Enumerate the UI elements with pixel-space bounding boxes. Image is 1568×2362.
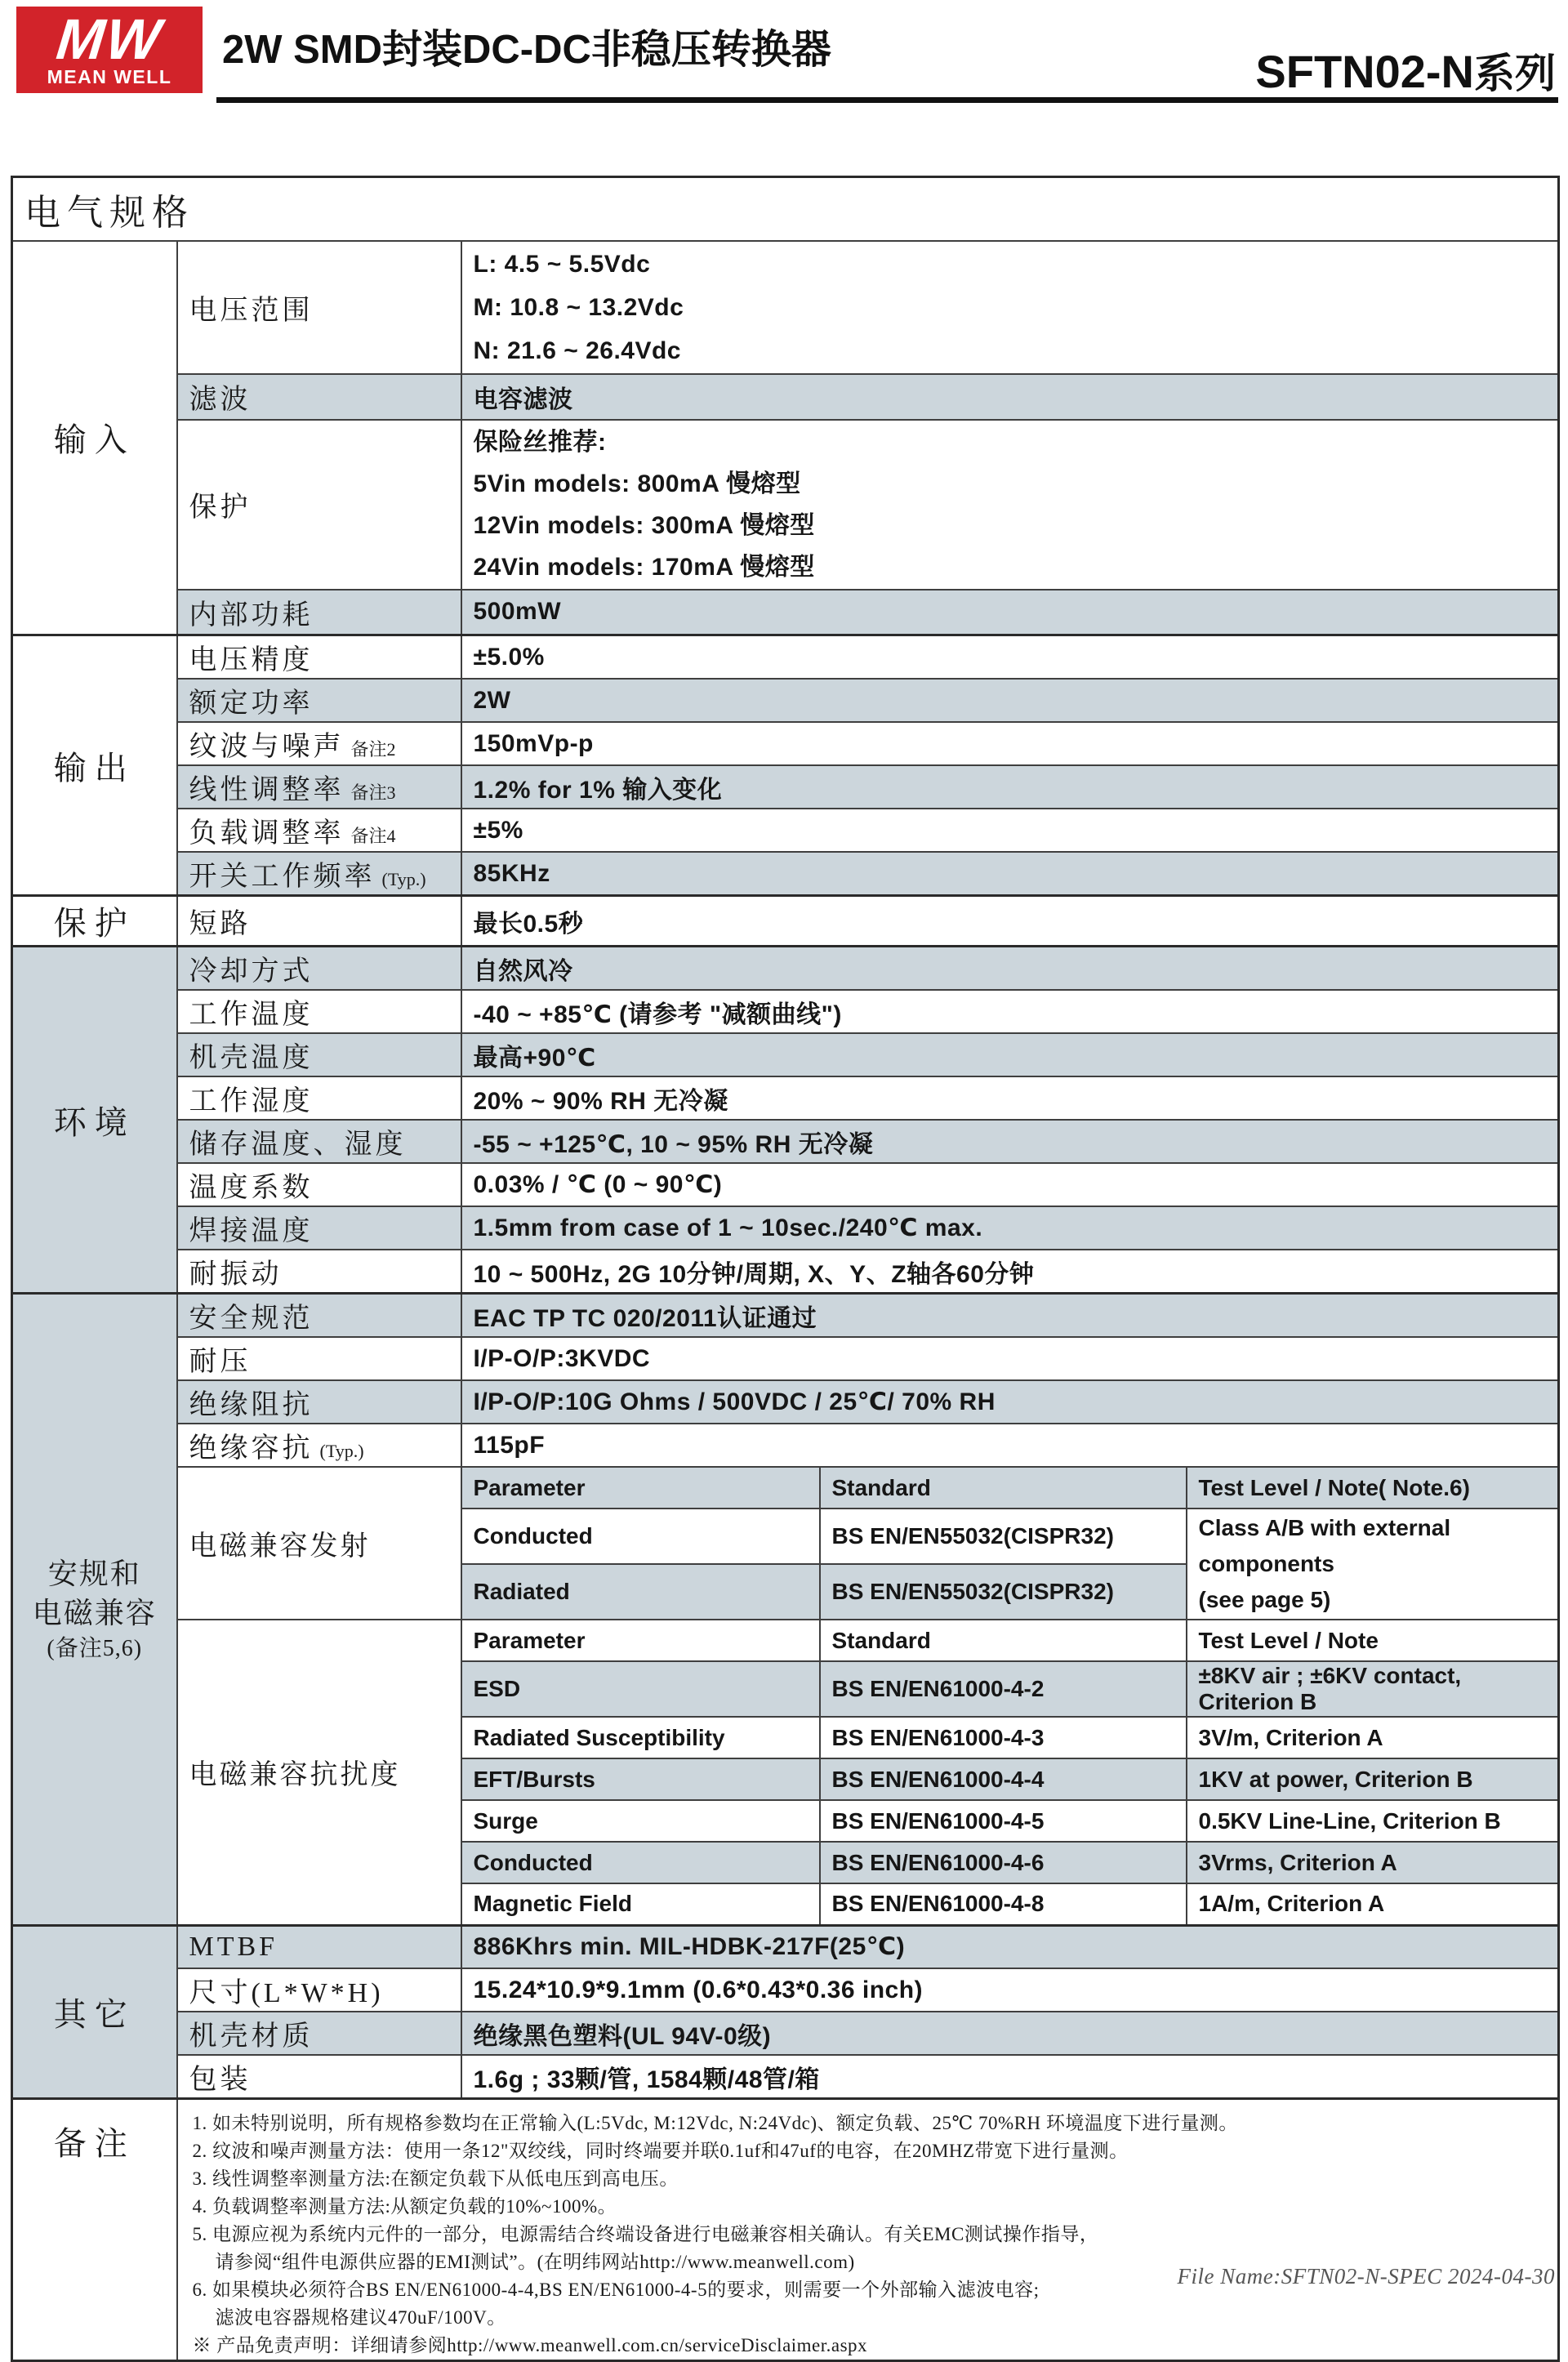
section-label-output: 输出 [12,635,177,896]
note-line: 滤波电容器规格建议470uF/100V。 [215,2307,506,2328]
immunity-standard: BS EN/EN61000-4-4 [820,1758,1187,1800]
value-ripple-noise: 150mVp-p [461,722,1559,765]
emc-emission-header-row [12,1467,1559,1509]
param-working-humidity: 工作湿度 [177,1076,461,1120]
immunity-standard: BS EN/EN61000-4-2 [820,1661,1187,1717]
notes-content [177,2099,1559,2361]
note-disclaimer-line: ※ 产品免责声明：详细请参阅http://www.meanwell.com.cn/serviceDisclaimer.aspx [192,2335,868,2355]
emc-emission-label: 电磁兼容发射 [177,1467,461,1620]
immunity-testlevel: 3Vrms, Criterion A [1187,1842,1559,1883]
emission-parameter: Conducted [461,1509,820,1564]
table-row [12,1380,1559,1424]
emc-immunity-header-row [12,1620,1559,1661]
immunity-testlevel: 3V/m, Criterion A [1187,1717,1559,1758]
value-withstand-voltage: I/P-O/P:3KVDC [461,1337,1559,1380]
note-ref: 备注4 [350,826,396,846]
value-rated-power: 2W [461,679,1559,722]
value-working-temp: -40 ~ +85℃ (请参考 "减额曲线") [461,990,1559,1033]
value-packing: 1.6g ; 33颗/管, 1584颗/48管/箱 [461,2055,1559,2099]
table-row [12,2012,1559,2055]
table-row [12,241,1559,374]
table-title-row [12,177,1559,241]
table-row [12,1968,1559,2012]
table-row [12,765,1559,809]
table-row [12,947,1559,991]
immunity-standard: BS EN/EN61000-4-3 [820,1717,1187,1758]
typ-suffix: (Typ.) [381,869,426,889]
emission-parameter: Radiated [461,1564,820,1620]
value-load-regulation: ±5% [461,809,1559,852]
value-temp-coefficient: 0.03% / ℃ (0 ~ 90℃) [461,1163,1559,1206]
param-dimension: 尺寸(L*W*H) [177,1968,461,2012]
note-line: 1. 如未特别说明，所有规格参数均在正常输入(L:5Vdc, M:12Vdc, N:24Vdc)、额定负载、25℃ 70%RH 环境温度下进行量测。 [192,2113,1238,2133]
table-row [12,1424,1559,1467]
value-internal-power: 500mW [461,590,1559,635]
emission-standard: BS EN/EN55032(CISPR32) [820,1509,1187,1564]
immunity-standard: BS EN/EN61000-4-5 [820,1800,1187,1842]
param-internal-power: 内部功耗 [177,590,461,635]
note-ref: 备注2 [350,739,396,760]
table-row [12,1337,1559,1380]
table-row [12,809,1559,852]
param-storage: 储存温度、湿度 [177,1120,461,1163]
immunity-testlevel: ±8KV air ; ±6KV contact, Criterion B [1187,1661,1559,1717]
value-input-protection: 保险丝推荐: 5Vin models: 800mA 慢熔型 12Vin models: 300mA 慢熔型 24Vin models: 170mA 慢熔型 [461,420,1559,590]
value-filter: 电容滤波 [461,374,1559,420]
value-voltage-range: L: 4.5 ~ 5.5Vdc M: 10.8 ~ 13.2Vdc N: 21.6 ~ 26.4Vdc [461,241,1559,374]
table-row [12,1925,1559,1968]
note-line: 6. 如果模块必须符合BS EN/EN61000-4-4,BS EN/EN61000-4-5的要求，则需要一个外部输入滤波电容; [192,2280,1040,2300]
series-code: SFTN02-N [1255,46,1474,97]
notes-row [12,2099,1559,2361]
table-row [12,896,1559,947]
section-label-environment: 环境 [12,947,177,1294]
footer-file-name: File Name:SFTN02-N-SPEC 2024-04-30 [1177,2264,1555,2288]
table-row [12,1250,1559,1294]
immunity-parameter: Radiated Susceptibility [461,1717,820,1758]
series-suffix: 系列 [1474,51,1556,96]
header-divider [216,97,1558,103]
immunity-testlevel: 0.5KV Line-Line, Criterion B [1187,1800,1559,1842]
param-temp-coefficient: 温度系数 [177,1163,461,1206]
table-row [12,1294,1559,1338]
param-voltage-accuracy: 电压精度 [177,635,461,680]
param-mtbf: MTBF [177,1925,461,1968]
param-working-temp: 工作温度 [177,990,461,1033]
value-short-circuit: 最长0.5秒 [461,896,1559,947]
table-row [12,722,1559,765]
immunity-header-standard: Standard [820,1620,1187,1661]
immunity-testlevel: 1A/m, Criterion A [1187,1883,1559,1925]
value-working-humidity: 20% ~ 90% RH 无冷凝 [461,1076,1559,1120]
param-soldering-temp: 焊接温度 [177,1206,461,1250]
table-row [12,1033,1559,1076]
param-cooling: 冷却方式 [177,947,461,991]
section-label-input: 输入 [12,241,177,635]
immunity-parameter: Conducted [461,1842,820,1883]
typ-suffix: (Typ.) [319,1441,364,1461]
value-storage: -55 ~ +125℃, 10 ~ 95% RH 无冷凝 [461,1120,1559,1163]
param-case-material: 机壳材质 [177,2012,461,2055]
table-row [12,679,1559,722]
section-label-note: 备注 [12,2099,177,2361]
table-row [12,852,1559,896]
meanwell-logo [16,7,203,93]
value-vibration: 10 ~ 500Hz, 2G 10分钟/周期, X、Y、Z轴各60分钟 [461,1250,1559,1294]
table-row [12,1120,1559,1163]
logo-brand-text: MEAN WELL [47,66,172,87]
immunity-parameter: Magnetic Field [461,1883,820,1925]
table-row [12,635,1559,680]
immunity-header-testlevel: Test Level / Note [1187,1620,1559,1661]
immunity-standard: BS EN/EN61000-4-8 [820,1883,1187,1925]
param-line-regulation: 线性调整率 备注3 [177,765,461,809]
immunity-standard: BS EN/EN61000-4-6 [820,1842,1187,1883]
param-safety-standard: 安全规范 [177,1294,461,1338]
document-title: 2W SMD封装DC-DC非稳压转换器 [222,28,831,72]
param-short-circuit: 短路 [177,896,461,947]
series-title [1255,41,1556,100]
logo-mw-glyph: MW [53,7,166,71]
immunity-header-parameter: Parameter [461,1620,820,1661]
param-isolation-capacitance: 绝缘容抗 (Typ.) [177,1424,461,1467]
section-label-safety-emc: 安规和 电磁兼容 (备注5,6) [12,1294,177,1926]
value-line-regulation: 1.2% for 1% 输入变化 [461,765,1559,809]
note-line: 5. 电源应视为系统内元件的一部分，电源需结合终端设备进行电磁兼容相关确认。有关EMC测试操作指导， [192,2224,1099,2244]
value-dimension: 15.24*10.9*9.1mm (0.6*0.43*0.36 inch) [461,1968,1559,2012]
value-cooling: 自然风冷 [461,947,1559,991]
emission-header-parameter: Parameter [461,1467,820,1509]
param-case-temp: 机壳温度 [177,1033,461,1076]
note-line: 2. 纹波和噪声测量方法：使用一条12"双绞线，同时终端要并联0.1uf和47uf的电容，在20MHZ带宽下进行量测。 [192,2141,1129,2161]
emission-header-standard: Standard [820,1467,1187,1509]
value-soldering-temp: 1.5mm from case of 1 ~ 10sec./240℃ max. [461,1206,1559,1250]
table-title: 电气规格 [12,177,1559,241]
table-row [12,2055,1559,2099]
immunity-testlevel: 1KV at power, Criterion B [1187,1758,1559,1800]
value-isolation-resistance: I/P-O/P:10G Ohms / 500VDC / 25℃/ 70% RH [461,1380,1559,1424]
note-line: 3. 线性调整率测量方法:在额定负载下从低电压到高电压。 [192,2168,679,2189]
value-mtbf: 886Khrs min. MIL-HDBK-217F(25℃) [461,1925,1559,1968]
param-load-regulation: 负载调整率 备注4 [177,809,461,852]
value-switching-freq: 85KHz [461,852,1559,896]
immunity-parameter: EFT/Bursts [461,1758,820,1800]
param-isolation-resistance: 绝缘阻抗 [177,1380,461,1424]
value-case-material: 绝缘黑色塑料(UL 94V-0级) [461,2012,1559,2055]
param-input-protection: 保护 [177,420,461,590]
param-vibration: 耐振动 [177,1250,461,1294]
value-safety-standard: EAC TP TC 020/2011认证通过 [461,1294,1559,1338]
emission-testlevel-merged: Class A/B with external components (see page 5) [1187,1509,1559,1620]
note-ref: 备注3 [350,782,396,803]
param-rated-power: 额定功率 [177,679,461,722]
section-label-protection: 保护 [12,896,177,947]
note-line: 请参阅“组件电源供应器的EMI测试”。(在明纬网站http://www.meanwell.com) [215,2252,855,2272]
section-label-others: 其它 [12,1925,177,2099]
table-row [12,374,1559,420]
param-switching-freq: 开关工作频率 (Typ.) [177,852,461,896]
param-withstand-voltage: 耐压 [177,1337,461,1380]
table-row [12,590,1559,635]
value-voltage-accuracy: ±5.0% [461,635,1559,680]
table-row [12,420,1559,590]
emc-immunity-label: 电磁兼容抗扰度 [177,1620,461,1925]
electrical-spec-table [11,176,1557,2362]
table-row [12,1076,1559,1120]
value-isolation-capacitance: 115pF [461,1424,1559,1467]
param-voltage-range: 电压范围 [177,241,461,374]
note-line: 4. 负载调整率测量方法:从额定负载的10%~100%。 [192,2196,617,2217]
value-case-temp: 最高+90℃ [461,1033,1559,1076]
emission-standard: BS EN/EN55032(CISPR32) [820,1564,1187,1620]
param-packing: 包装 [177,2055,461,2099]
param-filter: 滤波 [177,374,461,420]
immunity-parameter: Surge [461,1800,820,1842]
emission-header-testlevel: Test Level / Note( Note.6) [1187,1467,1559,1509]
param-ripple-noise: 纹波与噪声 备注2 [177,722,461,765]
immunity-parameter: ESD [461,1661,820,1717]
table-row [12,1163,1559,1206]
table-row [12,1206,1559,1250]
table-row [12,990,1559,1033]
